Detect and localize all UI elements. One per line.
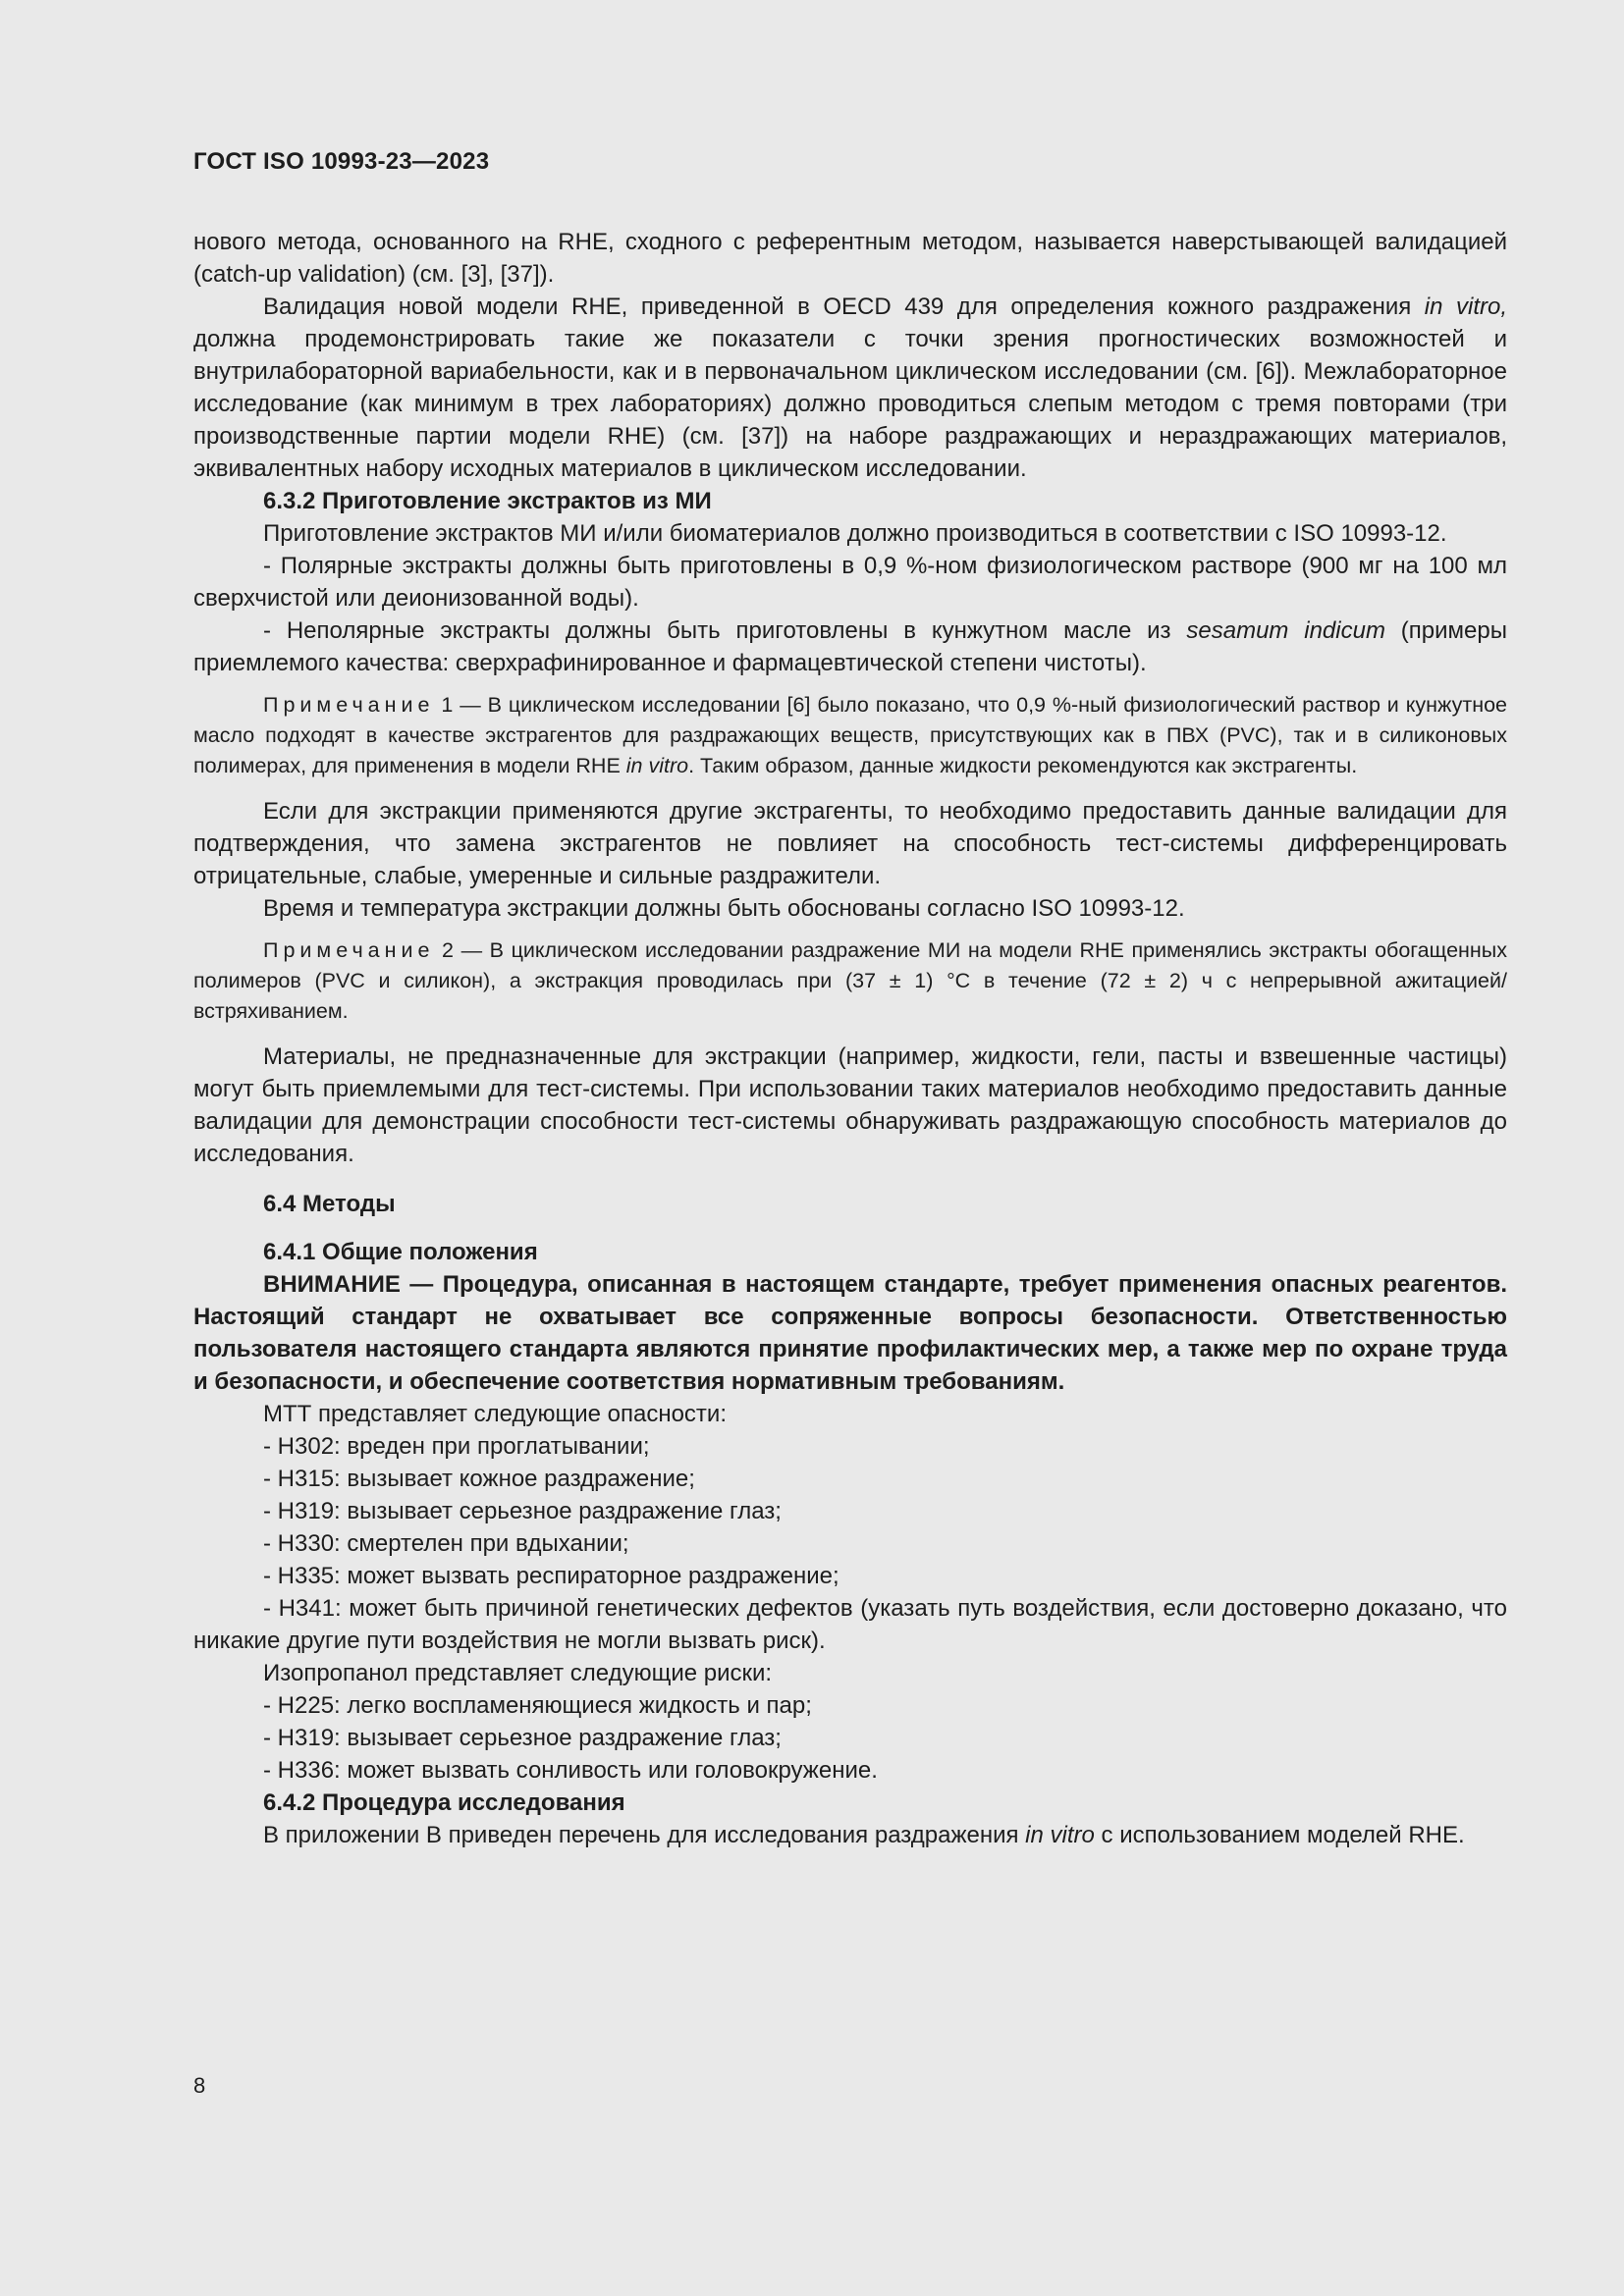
- page-number: 8: [193, 2073, 206, 2098]
- paragraph-appendix-b: В приложении В приведен перечень для исследования раздражения in vitro с использованием моделей RHE.: [263, 1822, 1465, 1848]
- paragraph-extract-prep: Приготовление экстрактов МИ и/или биоматериалов должно производиться в соответствии с ISO 10993-12.: [263, 520, 1447, 547]
- list-item: - Н315: вызывает кожное раздражение;: [263, 1466, 695, 1492]
- list-item-polar: - Полярные экстракты должны быть приготовлены в 0,9 %-ном физиологическом растворе (900 мг на 100 мл сверхчистой или деионизованной воды).: [193, 553, 1507, 612]
- page-body: [193, 226, 1507, 1851]
- paragraph-catchup: нового метода, основанного на RHE, сходного с референтным методом, называется наверстывающей валидацией (catch-up validation) (см. [3], [37]).: [193, 229, 1507, 288]
- list-item: - Н319: вызывает серьезное раздражение глаз;: [263, 1498, 782, 1524]
- paragraph-materials: Материалы, не предназначенные для экстракции (например, жидкости, гели, пасты и взвешенные частицы) могут быть приемлемыми для тест-системы. При использовании таких материалов необходимо предоставить данные валидации для демонстрации способности тест-системы обнаруживать раздражающую способность материалов до исследования.: [193, 1043, 1507, 1167]
- list-item-nonpolar: - Неполярные экстракты должны быть приготовлены в кунжутном масле из sesamum indicum (примеры приемлемого качества: сверхрафинированное и фармацевтической степени чистоты).: [193, 617, 1507, 676]
- list-item: - Н341: может быть причиной генетических дефектов (указать путь воздействия, если достоверно доказано, что никакие другие пути воздействия не могли вызвать риск).: [193, 1595, 1507, 1654]
- note-label: Примечание: [263, 693, 435, 717]
- note-1: Примечание 1 — В циклическом исследовании [6] было показано, что 0,9 %-ный физиологический раствор и кунжутное масло подходят в качестве экстрагентов для раздражающих веществ, присутствующих как в ПВХ (PVC), так и в силиконовых полимерах, для применения в модели RHE in vitro. Таким образом, данные жидкости рекомендуются как экстрагенты.: [193, 693, 1507, 777]
- italic-sesamum: sesamum indicum: [1186, 617, 1385, 644]
- section-heading-6-4-1: 6.4.1 Общие положения: [263, 1239, 538, 1265]
- mtt-hazards-intro: МТТ представляет следующие опасности:: [263, 1401, 727, 1427]
- paragraph-time-temperature: Время и температура экстракции должны быть обоснованы согласно ISO 10993-12.: [263, 895, 1185, 922]
- paragraph-other-extractants: Если для экстракции применяются другие экстрагенты, то необходимо предоставить данные валидации для подтверждения, что замена экстрагентов не повлияет на способность тест-системы дифференцировать отрицательные, слабые, умеренные и сильные раздражители.: [193, 798, 1507, 889]
- paragraph-validation: Валидация новой модели RHE, приведенной в OECD 439 для определения кожного раздражения in vitro, должна продемонстрировать такие же показатели с точки зрения прогностических возможностей и внутрилабораторной вариабельности, как и в первоначальном циклическом исследовании (см. [6]). Межлабораторное исследование (как минимум в трех лабораториях) должно проводиться слепым методом с тремя повторами (три производственные партии модели RHE) (см. [37]) на наборе раздражающих и нераздражающих материалов, эквивалентных набору исходных материалов в циклическом исследовании.: [193, 294, 1508, 482]
- section-heading-6-4: 6.4 Методы: [263, 1191, 396, 1217]
- list-item: - Н302: вреден при проглатывании;: [263, 1433, 650, 1460]
- section-heading-6-3-2: 6.3.2 Приготовление экстрактов из МИ: [263, 488, 712, 514]
- list-item: - Н335: может вызвать респираторное раздражение;: [263, 1563, 839, 1589]
- note-label: Примечание: [263, 938, 435, 962]
- list-item: - Н330: смертелен при вдыхании;: [263, 1530, 629, 1557]
- document-header: ГОСТ ISO 10993-23—2023: [193, 148, 490, 175]
- italic-in-vitro: in vitro,: [1424, 294, 1508, 320]
- list-item: - Н336: может вызвать сонливость или головокружение.: [263, 1757, 878, 1784]
- section-heading-6-4-2: 6.4.2 Процедура исследования: [263, 1789, 625, 1816]
- note-2: Примечание 2 — В циклическом исследовании раздражение МИ на модели RHE применялись экстракты обогащенных полимеров (PVC и силикон), а экстракция проводилась при (37 ± 1) °С в течение (72 ± 2) ч с непрерывной ажитацией/встряхиванием.: [193, 938, 1507, 1023]
- isopropanol-risks-intro: Изопропанол представляет следующие риски:: [263, 1660, 773, 1686]
- warning-paragraph: ВНИМАНИЕ — Процедура, описанная в настоящем стандарте, требует применения опасных реагентов. Настоящий стандарт не охватывает все сопряженные вопросы безопасности. Ответственностью пользователя настоящего стандарта являются принятие профилактических мер, а также мер по охране труда и безопасности, и обеспечение соответствия нормативным требованиям.: [193, 1271, 1507, 1395]
- list-item: - Н319: вызывает серьезное раздражение глаз;: [263, 1725, 782, 1751]
- list-item: - Н225: легко воспламеняющиеся жидкость и пар;: [263, 1692, 812, 1719]
- italic-in-vitro: in vitro: [1025, 1822, 1095, 1848]
